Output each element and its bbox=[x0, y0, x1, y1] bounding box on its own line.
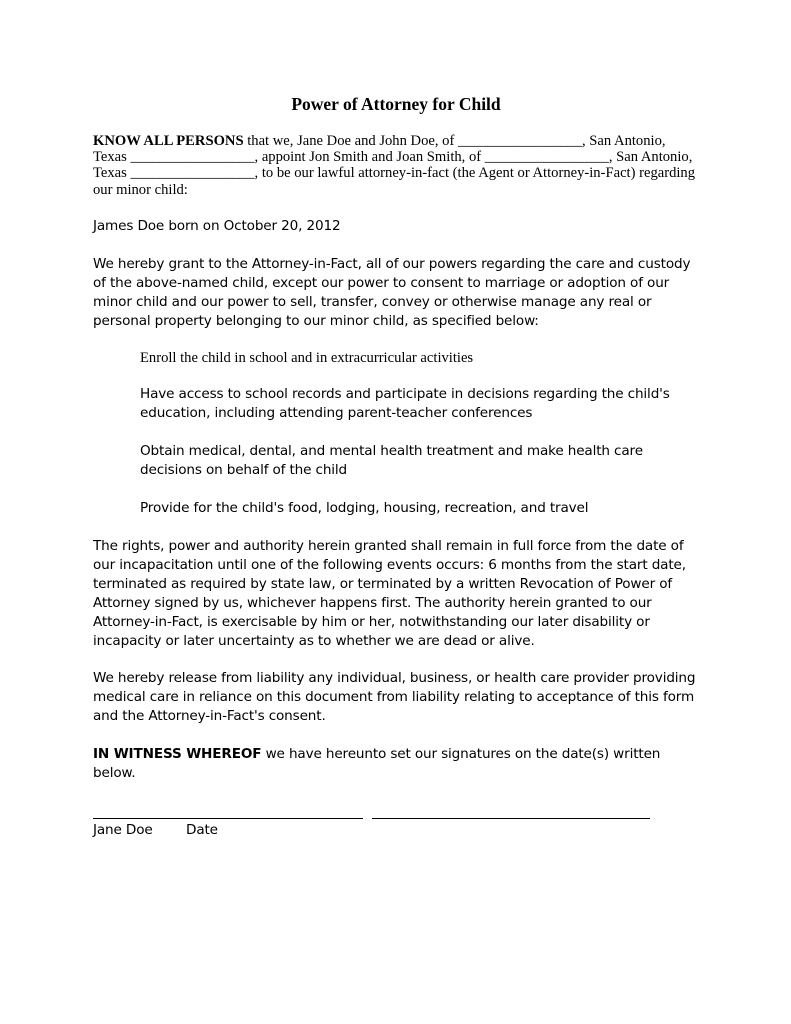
power-item-school: Enroll the child in school and in extracurricular activities bbox=[140, 350, 474, 366]
grant-paragraph: We hereby grant to the Attorney-in-Fact, all of our powers regarding the care and custody of the above-named child, except our power to consent to marriage or adoption of our minor child and our power to sell, transfer, convey or otherwise manage any real or personal property belonging to our minor child, as specified below: bbox=[93, 256, 691, 329]
intro-text: that we, Jane Doe and John Doe, of _________________, San Antonio, Texas _________________, appoint Jon Smith and Joan Smith, of _________________, San Antonio, Texas _________________, to be our lawful attorney-in-fact (the Agent or Attorney-in-Fact) regarding our minor child: bbox=[93, 133, 696, 198]
power-item-food: Provide for the child's food, lodging, housing, recreation, and travel bbox=[140, 500, 589, 516]
power-item-records: Have access to school records and participate in decisions regarding the child's education, including attending parent-teacher conferences bbox=[140, 386, 670, 421]
duration-paragraph: The rights, power and authority herein granted shall remain in full force from the date of our incapacitation until one of the following events occurs: 6 months from the start date, terminated as required by state law, or terminated by a written Revocation of Power of Attorney signed by us, whichever happens first. The authority herein granted to our Attorney-in-Fact, is exercisable by him or her, notwithstanding our later disability or incapacity or later uncertainty as to whether we are dead or alive. bbox=[93, 538, 686, 649]
power-item-medical: Obtain medical, dental, and mental health treatment and make health care decisions on behalf of the child bbox=[140, 443, 643, 478]
signature-name-label: Jane Doe bbox=[93, 822, 153, 838]
signature-date-label: Date bbox=[186, 822, 218, 838]
witness-text: we have hereunto set our signatures on the date(s) written below. bbox=[93, 746, 661, 781]
release-paragraph: We hereby release from liability any individual, business, or health care provider providing medical care in reliance on this document from liability relating to acceptance of this form and the Attorney-in-Fact's consent. bbox=[93, 670, 696, 724]
signature-line-second[interactable] bbox=[372, 818, 650, 819]
witness-paragraph bbox=[93, 745, 699, 783]
signature-line-jane[interactable] bbox=[93, 818, 363, 819]
witness-lead: IN WITNESS WHEREOF bbox=[93, 746, 262, 762]
intro-paragraph bbox=[93, 133, 699, 198]
child-line: James Doe born on October 20, 2012 bbox=[93, 218, 341, 234]
intro-lead: KNOW ALL PERSONS bbox=[93, 133, 244, 149]
document-title: Power of Attorney for Child bbox=[291, 94, 501, 114]
